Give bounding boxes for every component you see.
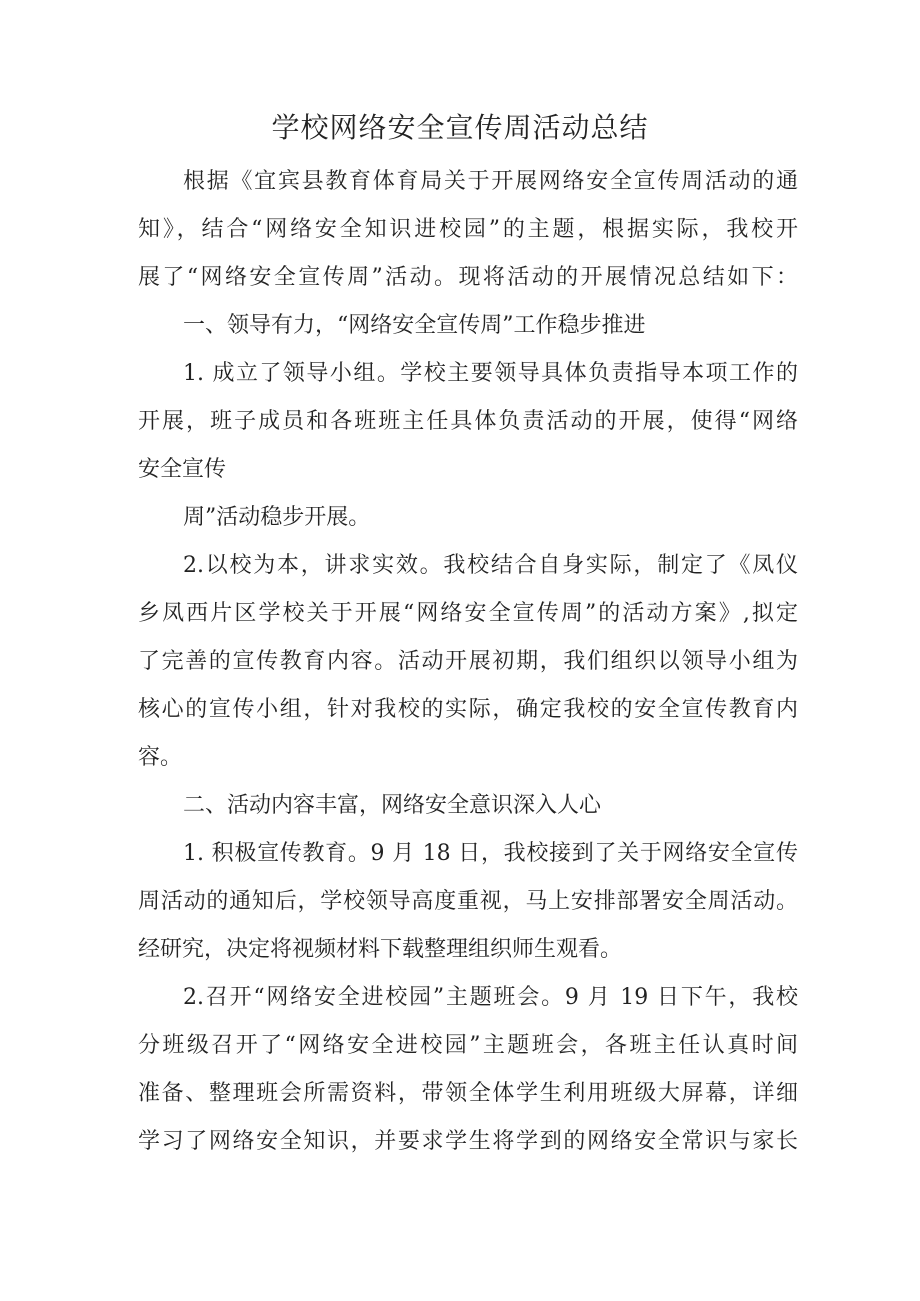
document-title: 学校网络安全宣传周活动总结: [271, 111, 649, 144]
text-line: 1. 积极宣传教育。9 月 18 日，我校接到了关于网络安全宣传: [183, 841, 798, 866]
text-line: 周”活动稳步开展。: [183, 505, 371, 530]
text-line: 周活动的通知后，学校领导高度重视，马上安排部署安全周活动。: [138, 889, 798, 914]
text-line: 根据《宜宾县教育体育局关于开展网络安全宣传周活动的通: [183, 169, 798, 194]
text-line: 1. 成立了领导小组。学校主要领导具体负责指导本项工作的: [183, 361, 798, 386]
text-line: 乡凤西片区学校关于开展“网络安全宣传周”的活动方案》,拟定: [138, 601, 798, 626]
text-line: 开展，班子成员和各班班主任具体负责活动的开展，使得“网络: [138, 409, 798, 434]
text-line: 了完善的宣传教育内容。活动开展初期，我们组织以领导小组为: [138, 649, 798, 674]
text-line: 分班级召开了“网络安全进校园”主题班会，各班主任认真时间: [138, 1033, 798, 1058]
text-line: 一、领导有力，“网络安全宣传周”工作稳步推进: [183, 313, 646, 338]
text-line: 学习了网络安全知识，并要求学生将学到的网络安全常识与家长: [138, 1129, 798, 1154]
text-line: 准备、整理班会所需资料，带领全体学生利用班级大屏幕，详细: [138, 1081, 798, 1106]
text-line: 二、活动内容丰富，网络安全意识深入人心: [183, 793, 602, 818]
text-line: 核心的宣传小组，针对我校的实际，确定我校的安全宣传教育内: [138, 697, 798, 722]
text-line: 安全宣传: [138, 457, 227, 482]
text-line: 经研究，决定将视频材料下载整理组织师生观看。: [138, 937, 623, 962]
text-line: 2.以校为本，讲求实效。我校结合自身实际，制定了《凤仪: [183, 553, 798, 578]
text-line: 2.召开“网络安全进校园”主题班会。9 月 19 日下午，我校: [183, 985, 798, 1010]
text-line: 容。: [138, 745, 183, 770]
text-line: 展了“网络安全宣传周”活动。现将活动的开展情况总结如下：: [138, 265, 798, 290]
text-line: 知》，结合“网络安全知识进校园”的主题，根据实际，我校开: [138, 217, 798, 242]
